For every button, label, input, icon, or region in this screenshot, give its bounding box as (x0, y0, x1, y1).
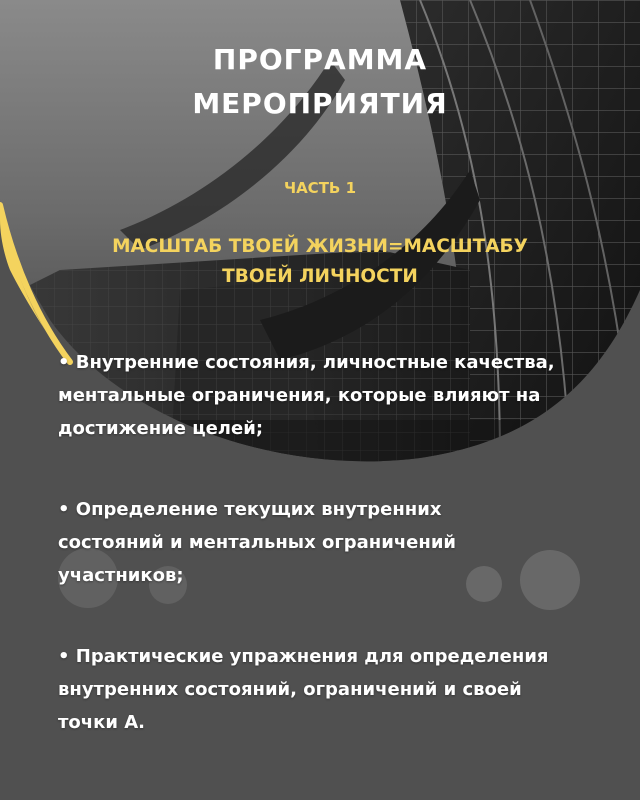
title-line-2: МЕРОПРИЯТИЯ (192, 87, 448, 120)
section-subtitle (80, 232, 560, 292)
subtitle-line-2: ТВОЕЙ ЛИЧНОСТИ (222, 266, 418, 287)
part-label: ЧАСТЬ 1 (283, 179, 357, 197)
page-title (0, 38, 640, 126)
list-item: • Практические упражнения для определения внутренних состояний, ограничений и своей точки А. (58, 646, 549, 733)
subtitle-line-1: МАСШТАБ ТВОЕЙ ЖИЗНИ=МАСШТАБУ (112, 236, 528, 257)
title-line-1: ПРОГРАММА (212, 43, 428, 76)
list-item: • Внутренние состояния, личностные качества, ментальные ограничения, которые влияют на достижение целей; (58, 352, 555, 439)
list-item: • Определение текущих внутренних состояний и ментальных ограничений участников; (58, 499, 457, 586)
program-list (58, 346, 618, 787)
